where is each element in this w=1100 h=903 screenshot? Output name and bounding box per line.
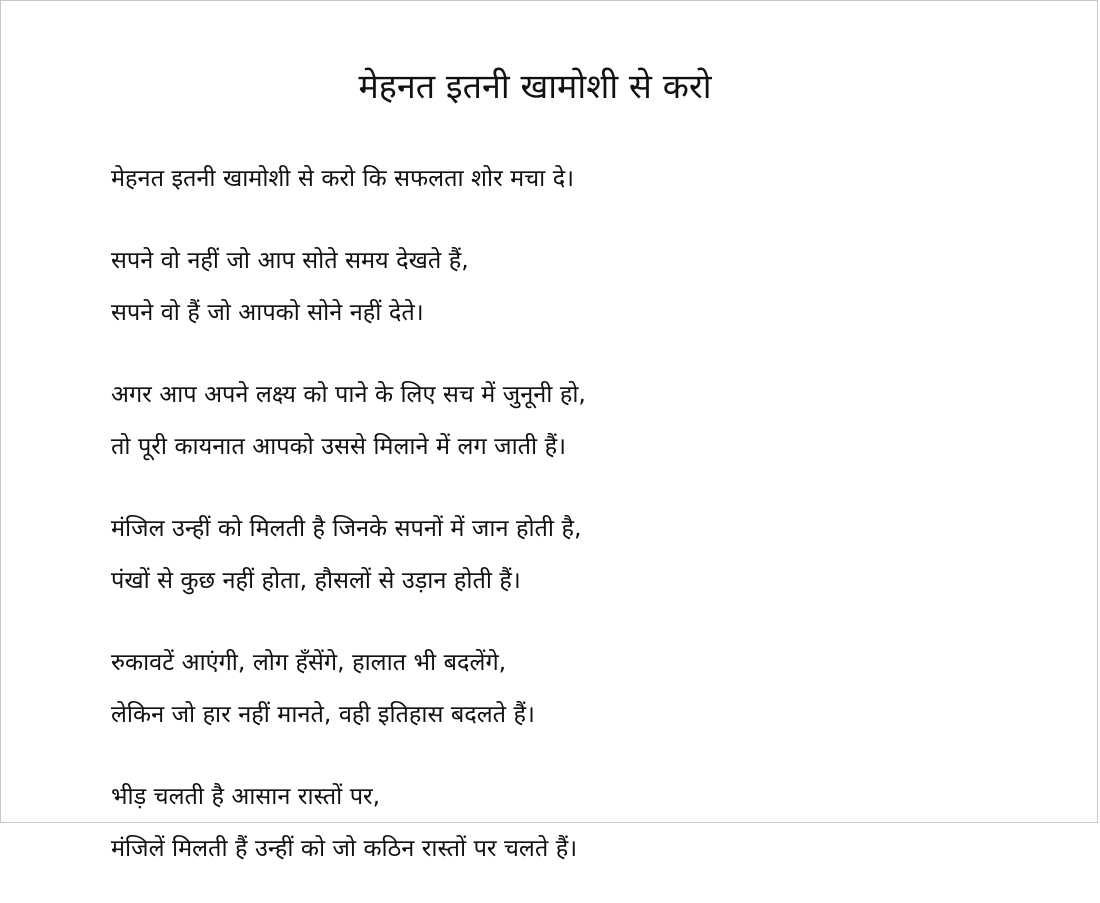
stanza-5: [111, 635, 1061, 741]
poem-line: मंजिल उन्हीं को मिलती है जिनके सपनों में जान होती है,: [111, 514, 582, 542]
stanza-4: [111, 501, 1061, 607]
stanza-3: [111, 367, 1061, 473]
poem-line: तो पूरी कायनात आपको उससे मिलाने में लग जाती हैं।: [111, 432, 567, 460]
poem-line: भीड़ चलती है आसान रास्तों पर,: [111, 782, 381, 810]
poem-body: [111, 151, 1061, 903]
poem-line: मंजिलें मिलती हैं उन्हीं को जो कठिन रास्तों पर चलते हैं।: [111, 834, 578, 862]
page-title: मेहनत इतनी खामोशी से करो: [358, 67, 712, 107]
poem-line: लेकिन जो हार नहीं मानते, वही इतिहास बदलते हैं।: [111, 700, 535, 728]
poem-line: सपने वो हैं जो आपको सोने नहीं देते।: [111, 298, 424, 326]
stanza-1: [111, 151, 1061, 205]
poem-line: अगर आप अपने लक्ष्य को पाने के लिए सच में जुनूनी हो,: [111, 380, 586, 408]
stanza-6: [111, 769, 1061, 875]
stanza-2: [111, 233, 1061, 339]
poem-line: मेहनत इतनी खामोशी से करो कि सफलता शोर मचा दे।: [111, 164, 575, 192]
poem-line: पंखों से कुछ नहीं होता, हौसलों से उड़ान होती हैं।: [111, 566, 521, 594]
poem-line: रुकावटें आएंगी, लोग हँसेंगे, हालात भी बदलेंगे,: [111, 648, 507, 676]
poem-line: सपने वो नहीं जो आप सोते समय देखते हैं,: [111, 246, 469, 274]
